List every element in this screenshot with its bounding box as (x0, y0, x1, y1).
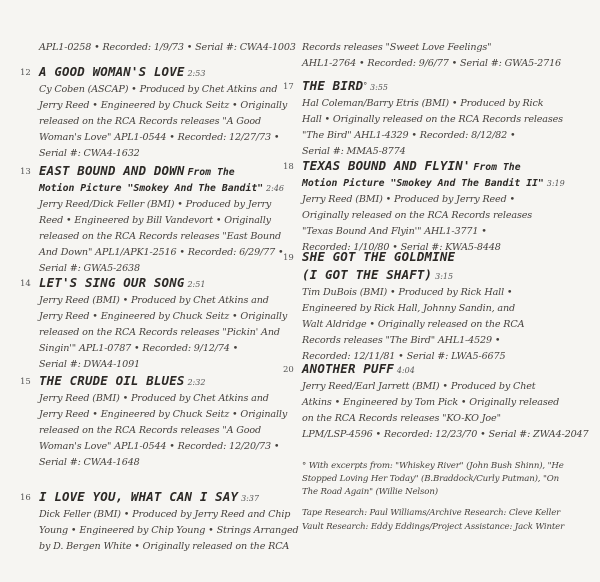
credit-line: Jerry Reed • Engineered by Chuck Seitz • Originally (39, 409, 288, 420)
credit-line: Walt Aldridge • Originally released on the RCA (302, 319, 525, 330)
track-number: 18 (283, 162, 294, 172)
credit-line: Young • Engineered by Chip Young • Strings Arranged (39, 525, 299, 536)
track-title: THE BIRD (302, 78, 364, 93)
footnote-line: ° With excerpts from: "Whiskey River" (John Bush Shinn), "He (302, 461, 564, 471)
credit-line: Serial #: CWA4-1648 (39, 457, 140, 468)
track-duration: 3:37 (241, 494, 260, 503)
credit-line: Jerry Reed/Earl Jarrett (BMI) • Produced by Chet (302, 381, 536, 392)
credit-line: LPM/LSP-4596 • Recorded: 12/23/70 • Serial #: ZWA4-2047 (302, 429, 589, 440)
credit-line: Singin'" APL1-0787 • Recorded: 9/12/74 • (39, 343, 239, 354)
footnote-mark: ° (363, 81, 368, 90)
research-credits (302, 506, 564, 534)
track-title: I LOVE YOU, WHAT CAN I SAY (39, 489, 239, 504)
track-duration: 3:15 (435, 272, 454, 281)
track-title: TEXAS BOUND AND FLYIN' (302, 158, 471, 173)
credit-line: Woman's Love" APL1-0544 • Recorded: 12/20/73 • (39, 441, 280, 452)
track-number: 14 (20, 279, 31, 289)
footnote-line: Stopped Loving Her Today" (B.Braddock/Curly Putman), "On (302, 474, 560, 484)
track-duration: 2:53 (187, 69, 206, 78)
credit-line: Atkins • Engineered by Tom Pick • Originally released (302, 397, 560, 408)
track-title: THE CRUDE OIL BLUES (39, 373, 185, 388)
track-number: 12 (20, 68, 31, 78)
credit-line: Jerry Reed • Engineered by Chuck Seitz • Originally (39, 311, 288, 322)
credit-line: Engineered by Rick Hall, Johnny Sandin, and (302, 303, 516, 314)
credit-line: Jerry Reed (BMI) • Produced by Chet Atkins and (39, 393, 269, 404)
track-duration: 3:55 (370, 83, 389, 92)
footnote (302, 460, 564, 499)
track-title: ANOTHER PUFF (302, 361, 394, 376)
credit-line: Hall • Originally released on the RCA Records releases (302, 114, 563, 125)
track-title: EAST BOUND AND DOWN (39, 163, 185, 178)
credit-line: Records releases "Sweet Love Feelings" (302, 42, 492, 53)
credit-line: Woman's Love" APL1-0544 • Recorded: 12/27/73 • (39, 132, 280, 143)
credit-line: Cy Coben (ASCAP) • Produced by Chet Atkins and (39, 84, 278, 95)
credit-line: Dick Feller (BMI) • Produced by Jerry Reed and Chip (39, 509, 291, 520)
credit-line: Originally released on the RCA Records releases (302, 210, 533, 221)
credit-line: Hal Coleman/Barry Etris (BMI) • Produced by Rick (302, 98, 544, 109)
credit-line: AHL1-2764 • Recorded: 9/6/77 • Serial #: GWA5-2716 (302, 58, 561, 69)
track-duration: 2:46 (266, 184, 285, 193)
track-duration: 2:32 (187, 378, 206, 387)
credit-line: Tim DuBois (BMI) • Produced by Rick Hall • (302, 287, 513, 298)
continued-lines (302, 40, 561, 72)
footnote-line: The Road Again" (Willie Nelson) (302, 487, 438, 497)
credit-line: "The Bird" AHL1-4329 • Recorded: 8/12/82 • (302, 130, 516, 141)
track-title: A GOOD WOMAN'S LOVE (39, 64, 185, 79)
track-number: 20 (283, 365, 294, 375)
credit-line: Serial #: GWA5-2638 (39, 263, 140, 274)
track-title: LET'S SING OUR SONG (39, 275, 185, 290)
credit-line: released on the RCA Records releases "East Bound (39, 231, 281, 242)
credit-line: Serial #: MMA5-8774 (302, 146, 406, 157)
credit-line: Jerry Reed (BMI) • Produced by Chet Atkins and (39, 295, 269, 306)
credit-line: And Down" APL1/APK1-2516 • Recorded: 6/29/77 • (39, 247, 284, 258)
credit-line: Recorded: 12/11/81 • Serial #: LWA5-6675 (302, 351, 506, 362)
track-title: SHE GOT THE GOLDMINE (302, 249, 456, 264)
track-number: 19 (283, 253, 294, 263)
credit-line: released on the RCA Records releases "A Good (39, 425, 262, 436)
research-credit-line: Tape Research: Paul Williams/Archive Research: Cleve Keller (302, 508, 561, 518)
track-duration: 3:19 (546, 179, 565, 188)
continued-line: APL1-0258 • Recorded: 1/9/73 • Serial #: CWA4-1003 (39, 42, 296, 53)
track-subtitle: From The (187, 167, 235, 178)
track-subtitle: Motion Picture "Smokey And The Bandit II" (302, 178, 544, 189)
credit-line: Jerry Reed • Engineered by Chuck Seitz • Originally (39, 100, 288, 111)
track-number: 17 (283, 82, 294, 92)
credit-line: Serial #: CWA4-1632 (39, 148, 140, 159)
credit-line: "Texas Bound And Flyin'" AHL1-3771 • (302, 226, 487, 237)
track-number: 16 (20, 493, 31, 503)
credit-line: by D. Bergen White • Originally released on the RCA (39, 541, 290, 552)
credit-line: Jerry Reed (BMI) • Produced by Jerry Reed • (302, 194, 515, 205)
credit-line: Records releases "The Bird" AHL1-4529 • (302, 335, 501, 346)
track-duration: 4:04 (396, 366, 415, 375)
track-subtitle: From The (473, 162, 521, 173)
track-duration: 2:51 (187, 280, 206, 289)
credit-line: Recorded: 1/10/80 • Serial #: KWA5-8448 (302, 242, 501, 253)
track-subtitle: Motion Picture "Smokey And The Bandit" (39, 183, 264, 194)
credit-line: on the RCA Records releases "KO-KO Joe" (302, 413, 501, 424)
credit-line: Serial #: DWA4-1091 (39, 359, 140, 370)
credit-line: released on the RCA Records releases "Pickin' And (39, 327, 280, 338)
track-number: 15 (20, 377, 31, 387)
research-credit-line: Vault Research: Eddy Eddings/Project Assistance: Jack Winter (302, 522, 565, 532)
track-number: 13 (20, 167, 31, 177)
credit-line: released on the RCA Records releases "A Good (39, 116, 262, 127)
credit-line: Reed • Engineered by Bill Vandevort • Originally (39, 215, 271, 226)
credit-line: Jerry Reed/Dick Feller (BMI) • Produced by Jerry (39, 199, 272, 210)
track-title-continued: (I GOT THE SHAFT) (302, 267, 433, 282)
